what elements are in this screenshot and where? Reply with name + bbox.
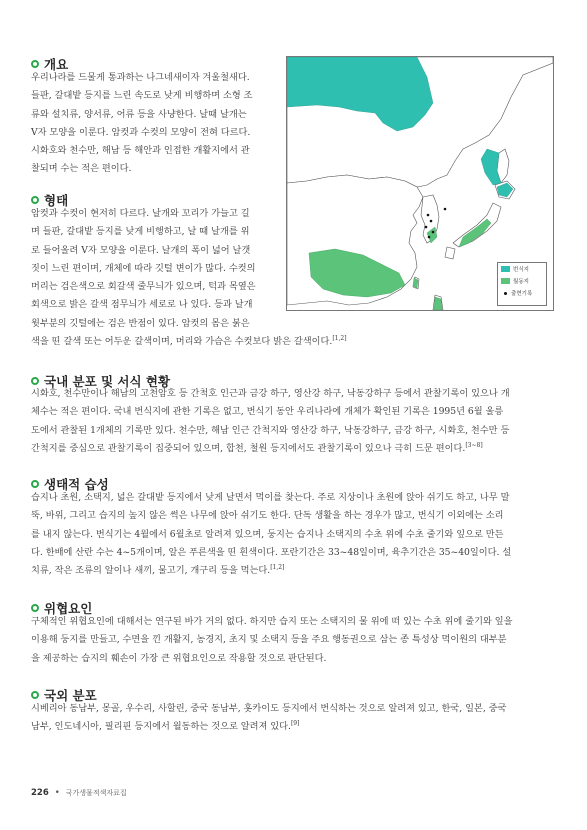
legend-swatch-breeding [501, 266, 510, 272]
bullet-icon [31, 691, 39, 699]
abroad-last-text: 남부, 인도네시아, 필리핀 등지에서 월동하는 것으로 알려져 있다. [31, 721, 291, 733]
ecology-line-last [31, 562, 556, 580]
ecology-line: 습지나 초원, 소택지, 넓은 갈대밭 등지에서 낮게 날면서 먹이를 찾는다. 주로 지상이나 초원에 앉아 쉬기도 하고, 나무 말 [31, 492, 510, 503]
legend-label: 번식지 [513, 267, 529, 273]
domestic-ref: [3~8] [465, 441, 483, 449]
record-dot [428, 236, 431, 239]
threats-line: 이용해 둥지를 만들고, 수면을 낀 개활지, 농경지, 초지 및 소택지 등을 주요 행동권으로 삼는 종 특성상 먹이원의 대부분 [31, 634, 507, 646]
threats-paragraph [31, 613, 556, 668]
form-line: 며 들판, 갈대밭 등지를 낮게 비행하고, 날 때 날개를 위 [31, 226, 250, 238]
ecology-line: 치류, 작은 조류의 알이나 새끼, 물고기, 개구리 등을 먹는다. [31, 565, 271, 577]
ecology-line: 뚝, 바위, 그리고 습지의 높지 않은 썩은 나무에 앉아 쉬기도 한다. 단독 생활을 하는 경우가 많고, 번식기 이외에는 소리 [31, 510, 504, 522]
domestic-line: 간척지를 중심으로 관찰기록이 집중되어 있으며, 합천, 철원 등지에서도 관찰기록이 있으나 극히 드문 편이다. [31, 442, 466, 454]
abroad-ref: [9] [290, 720, 300, 728]
abroad-title: 국외 분포 [44, 688, 97, 703]
form-title: 형태 [44, 193, 69, 208]
form-line: 짓이 느린 편이며, 개체에 따라 깃털 변이가 많다. 수컷의 [31, 262, 256, 274]
map-legend [497, 262, 547, 306]
abroad-line: 시베리아 동남부, 몽골, 우수리, 사할린, 중국 동남부, 홋카이도 등지에서 번식하는 것으로 알려져 있고, 한국, 일본, 중국 [31, 703, 507, 714]
ecology-ref: [1,2] [270, 564, 285, 572]
legend-label: 월동지 [513, 279, 529, 285]
bullet-icon [31, 377, 39, 385]
form-line: 암컷과 수컷이 현저히 다르다. 날개와 꼬리가 가늘고 길 [31, 208, 250, 219]
form-last-text: 색을 띤 갈색 또는 어두운 갈색이며, 머리와 가슴은 수컷보다 밝은 갈색이다. [31, 336, 333, 347]
overview-line: 들판, 갈대밭 등지를 느린 속도로 낮게 비행하며 소형 조 [31, 90, 253, 102]
overview-line: 찰되며 수는 적은 편이다. [31, 163, 132, 175]
record-dot [430, 220, 433, 223]
record-dot [432, 231, 435, 234]
record-dot [444, 208, 447, 211]
record-dot [425, 226, 428, 229]
form-line: 로 들어올려 V자 모양을 이룬다. 날개의 폭이 넓어 날갯 [31, 244, 251, 256]
overview-line: 류와 설치류, 양서류, 어류 등을 사냥한다. 날때 날개는 [31, 108, 247, 120]
domestic-paragraph [31, 385, 556, 458]
legend-item-breeding [498, 263, 546, 275]
threats-title: 위협요인 [44, 601, 93, 616]
domestic-line: 시화호, 천수만이나 해남의 고천암호 등 간척호 인근과 금강 하구, 영산강 하구, 낙동강하구 등에서 관찰기록이 있으나 개 [31, 388, 510, 399]
bullet-icon [31, 196, 39, 204]
distribution-map [286, 56, 554, 311]
book-title: 국가생물적색자료집 [65, 789, 127, 797]
overview-paragraph [31, 69, 279, 179]
threats-line: 구체적인 위협요인에 대해서는 연구된 바가 거의 없다. 하지만 습지 또는 소택지의 물 위에 떠 있는 수초 위에 줄기와 잎을 [31, 616, 513, 627]
domestic-title: 국내 분포 및 서식 현황 [44, 374, 171, 389]
legend-item-record [498, 287, 546, 299]
bullet-icon [31, 480, 39, 488]
ecology-line: 다. 한배에 산란 수는 4~5개이며, 알은 푸른색을 띤 흰색이다. 포란기간은 33~48일이며, 육추기간은 35~40일이다. 설 [31, 546, 512, 558]
ecology-title: 생태적 습성 [44, 477, 109, 492]
form-line: 회색으로 밝은 갈색 점무늬가 세로로 나 있다. 등과 날개 [31, 299, 253, 311]
ecology-line: 를 내지 않는다. 번식기는 4월에서 6월초로 알려져 있으며, 둥지는 습지나 소택지의 수초 위에 수초 줄기와 잎으로 만든 [31, 528, 504, 540]
overview-line: 시화호와 천수만, 해남 등 해안과 인접한 개활지에서 관 [31, 145, 250, 157]
domestic-line: 도에서 관찰된 1개체의 기록만 있다. 천수만, 해남 인근 간척지와 영산강 하구, 낙동강하구, 금강 하구, 시화호, 천수만 등 [31, 424, 510, 436]
form-line: 머리는 검은색으로 회갈색 줄무늬가 있으며, 턱과 목옆은 [31, 281, 256, 293]
legend-item-wintering [498, 275, 546, 287]
abroad-line-last [31, 718, 556, 736]
legend-swatch-wintering [501, 278, 510, 284]
record-dot [427, 214, 430, 217]
legend-label: 출현기록 [511, 291, 533, 297]
land-honshu [453, 203, 501, 247]
form-last-line [31, 333, 556, 351]
overview-line: V자 모양을 이룬다. 암컷과 수컷의 모양이 전혀 다르다. [31, 126, 251, 138]
domestic-line-last [31, 440, 556, 458]
abroad-paragraph [31, 700, 556, 737]
wintering-area-japan [459, 219, 491, 247]
domestic-line: 체수는 적은 편이다. 국내 번식지에 관한 기록은 없고, 번식기 동안 우리나라에 개체가 확인된 기록은 1995년 6월 울릉 [31, 406, 504, 418]
land-kyushu [445, 247, 455, 259]
overview-title: 개요 [44, 57, 69, 72]
wintering-area-philippines [434, 297, 442, 310]
overview-line: 우리나라를 드물게 통과하는 나그네새이자 겨울철새다. [31, 72, 250, 83]
page-footer [31, 788, 127, 798]
bullet-icon [31, 60, 39, 68]
form-line: 윗부분의 깃털에는 검은 반점이 있다. 암컷의 몸은 붉은 [31, 317, 250, 329]
form-ref: [1,2] [332, 334, 347, 342]
footer-separator: • [54, 788, 60, 798]
legend-dot-icon [504, 292, 507, 295]
form-paragraph [31, 205, 279, 333]
threats-line: 을 제공하는 습지의 훼손이 가장 큰 위협요인으로 작용할 것으로 판단된다. [31, 652, 327, 664]
page-number: 226 [31, 788, 49, 798]
bullet-icon [31, 604, 39, 612]
ecology-paragraph [31, 489, 556, 580]
wintering-area-taiwan [413, 278, 418, 288]
